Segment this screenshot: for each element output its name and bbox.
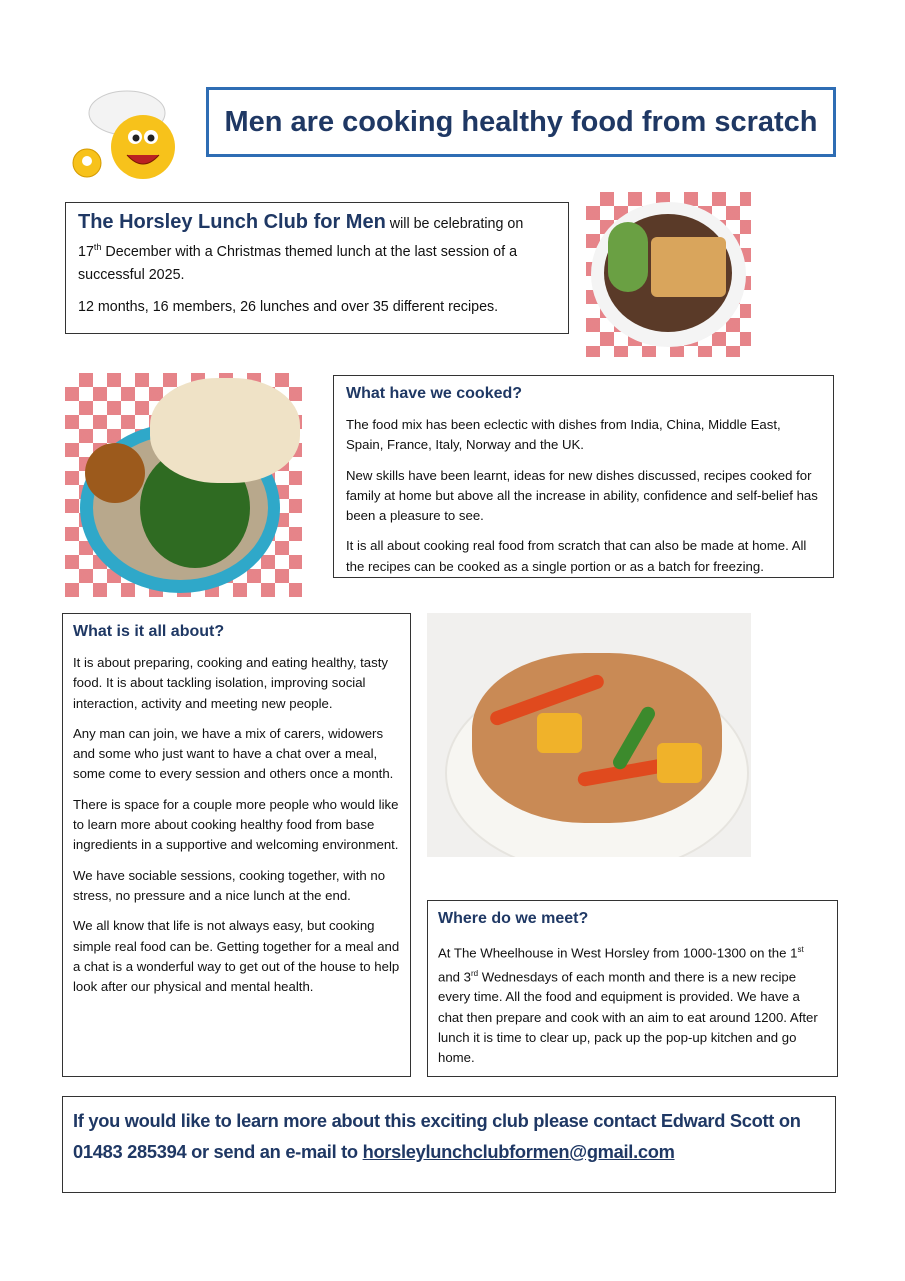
- intro-text: will be celebrating on: [385, 216, 524, 232]
- about-paragraph: Any man can join, we have a mix of carers, widowers and some who just want to have a chat over a meal, some come to every session and others once a month.: [73, 725, 394, 782]
- cooked-paragraph: The food mix has been eclectic with dishes from India, China, Middle East, Spain, France, Italy, Norway and the UK.: [346, 417, 781, 453]
- cooked-box: [333, 375, 834, 578]
- meet-heading: Where do we meet?: [438, 910, 589, 927]
- title-box: [206, 87, 836, 157]
- email-link[interactable]: horsleylunchclubformen@gmail.com: [362, 1141, 675, 1162]
- intro-day-sup: th: [93, 242, 102, 252]
- curry-photo: [65, 373, 302, 597]
- meet-text: and 3: [438, 969, 472, 985]
- about-paragraph: We have sociable sessions, cooking together, with no stress, no pressure and a nice lunch at the end.: [73, 867, 386, 903]
- meet-text: At The Wheelhouse in West Horsley from 1000-1300 on the 1: [438, 945, 798, 961]
- meet-box: [427, 900, 838, 1077]
- intro-text-2: December with a Christmas themed lunch at the last session of a successful 2025.: [78, 243, 518, 283]
- intro-day: 17: [78, 243, 94, 260]
- chef-emoji-icon: [65, 85, 180, 190]
- page-title: Men are cooking healthy food from scratch: [224, 105, 818, 138]
- about-box: [62, 613, 411, 1077]
- stir-fry-photo: [427, 613, 751, 857]
- about-paragraph: We all know that life is not always easy, but cooking simple real food can be. Getting together for a meal and a chat is a wonderful way to get out of the house to help look after our physical and mental health.: [73, 918, 400, 995]
- intro-box: [65, 202, 569, 334]
- about-heading: What is it all about?: [73, 623, 225, 640]
- contact-box: [62, 1096, 836, 1193]
- meet-text: Wednesdays of each month and there is a new recipe every time. All the food and equipment is provided. We have a chat then prepare and cook with an aim to eat around 1200. After lunch it is time to clear up, pack up the pop-up kitchen and go home.: [438, 969, 818, 1066]
- meet-sup: rd: [471, 968, 479, 978]
- meet-sup: st: [797, 945, 804, 954]
- about-paragraph: It is about preparing, cooking and eating healthy, tasty food. It is about tackling isolation, improving social interaction, activity and meeting new people.: [73, 655, 388, 711]
- cooked-paragraph: It is all about cooking real food from scratch that can also be made at home. All the recipes can be cooked as a single portion or as a batch for freezing.: [346, 538, 807, 574]
- about-paragraph: There is space for a couple more people who would like to learn more about cooking healthy food from base ingredients in a supportive and welcoming environment.: [73, 796, 399, 853]
- intro-stats: 12 months, 16 members, 26 lunches and over 35 different recipes.: [78, 298, 499, 315]
- contact-text: If you would like to learn more about this exciting club please contact Edward Scott on 01483 285394 or send an e-mail to: [73, 1110, 801, 1162]
- pie-photo: [586, 192, 751, 357]
- cooked-paragraph: New skills have been learnt, ideas for new dishes discussed, recipes cooked for family at home but above all the increase in ability, confidence and self-belief has been a pleasure to see.: [346, 467, 818, 524]
- cooked-heading: What have we cooked?: [346, 385, 523, 402]
- club-name: The Horsley Lunch Club for Men: [78, 211, 386, 233]
